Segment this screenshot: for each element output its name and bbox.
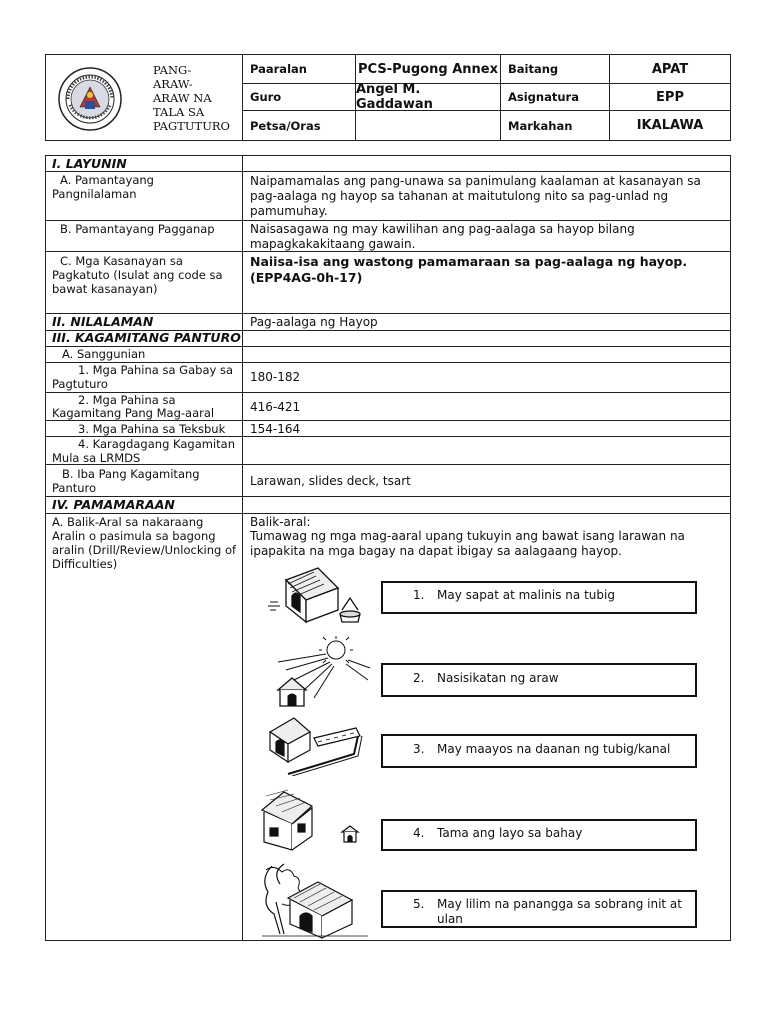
- pamantayang-pagganap-text: Naisasagawa ng may kawilihan ang pag-aalaga sa hayop bilang mapagkakakitaang gawain.: [250, 222, 635, 251]
- header-table: [45, 54, 731, 141]
- balik-aral-text: Tumawag ng mga mag-aaral upang tukuyin ang bawat isang larawan na ipapakita na mga bagay na dapat ibigay sa aalagaang hayop.: [250, 529, 685, 558]
- kasanayan-label-2: Pagkatuto (Isulat ang code sa bawat kasanayan): [52, 268, 223, 296]
- deped-seal-icon: [58, 67, 122, 131]
- kagamitang-mag-aaral-label-1: 2. Mga Pahina sa: [78, 393, 176, 407]
- markahan-label: Markahan: [500, 110, 610, 141]
- pamantayang-pangnilalaman-text: Naipamamalas ang pang-unawa sa panimulang kaalaman at kasanayan sa pag-aalaga ng hayop sa tahanan at maitutulong nito sa pag-unlad ng pamumuhay.: [250, 174, 701, 218]
- balik-aral-title: Balik-aral:: [250, 515, 311, 529]
- pamantayang-pangnilalaman-label-1: A. Pamantayang: [60, 173, 154, 187]
- paaralan-label: Paaralan: [242, 54, 356, 84]
- column-divider: [242, 156, 243, 940]
- paaralan-value: PCS-Pugong Annex: [355, 54, 501, 84]
- guro-value: Angel M. Gaddawan: [355, 83, 501, 111]
- gabay-label-2: Pagtuturo: [52, 377, 108, 391]
- asignatura-label: Asignatura: [500, 83, 610, 111]
- lrmds-label-2: Mula sa LRMDS: [52, 451, 141, 465]
- baitang-label: Baitang: [500, 54, 610, 84]
- kagamitan-heading: III. KAGAMITANG PANTURO: [52, 330, 241, 345]
- drill-item-1: 1. May sapat at malinis na tubig: [381, 581, 697, 614]
- doghouse-water-illustration: [258, 562, 378, 628]
- drill-item-5: 5. May lilim na panangga sa sobrang init at ulan: [381, 890, 697, 928]
- balik-aral-label: A. Balik-Aral sa nakaraang Aralin o pasimula sa bagong aralin (Drill/Review/Unlocking of Difficulties): [52, 515, 237, 571]
- nilalaman-text: Pag-aalaga ng Hayop: [250, 315, 378, 329]
- iba-pang-kagamitan-label-2: Panturo: [52, 481, 97, 495]
- baitang-value: APAT: [609, 54, 731, 84]
- teksbuk-value: 154-164: [250, 422, 301, 436]
- sun-house-illustration: [258, 636, 378, 714]
- kagamitang-mag-aaral-value: 416-421: [250, 400, 301, 414]
- pamamaraan-heading: IV. PAMAMARAAN: [52, 497, 175, 512]
- nilalaman-heading: II. NILALAMAN: [52, 314, 154, 329]
- house-canal-illustration: [258, 714, 378, 776]
- iba-pang-kagamitan-label-1: B. Iba Pang Kagamitang: [62, 467, 200, 481]
- tree-shade-illustration: [258, 862, 378, 940]
- asignatura-value: EPP: [609, 83, 731, 111]
- drill-item-4: 4. Tama ang layo sa bahay: [381, 819, 697, 851]
- drill-item-3: 3. May maayos na daanan ng tubig/kanal: [381, 734, 697, 768]
- gabay-label-1: 1. Mga Pahina sa Gabay sa: [78, 363, 233, 377]
- guro-label: Guro: [242, 83, 356, 111]
- sanggunian-label: A. Sanggunian: [62, 347, 146, 361]
- teksbuk-label: 3. Mga Pahina sa Teksbuk: [78, 422, 226, 436]
- drill-item-2: 2. Nasisikatan ng araw: [381, 663, 697, 697]
- kasanayan-label-1: C. Mga Kasanayan sa: [60, 254, 183, 268]
- kasanayan-text: Naiisa-isa ang wastong pamamaraan sa pag-aalaga ng hayop. (EPP4AG-0h-17): [250, 254, 688, 285]
- layunin-heading: I. LAYUNIN: [52, 156, 127, 171]
- kagamitang-mag-aaral-label-2: Kagamitang Pang Mag-aaral: [52, 406, 215, 420]
- iba-pang-kagamitan-value: Larawan, slides deck, tsart: [250, 474, 411, 488]
- markahan-value: IKALAWA: [609, 110, 731, 141]
- petsa-label: Petsa/Oras: [242, 110, 356, 141]
- lrmds-label-1: 4. Karagdagang Kagamitan: [78, 437, 236, 451]
- pamantayang-pagganap-label: B. Pamantayang Pagganap: [60, 222, 215, 236]
- petsa-value: [355, 110, 501, 141]
- pamantayang-pangnilalaman-label-2: Pangnilalaman: [52, 187, 137, 201]
- document-title: PANG- ARAW- ARAW NA TALA SA PAGTUTURO: [153, 63, 230, 133]
- gabay-value: 180-182: [250, 370, 301, 384]
- house-distance-illustration: [258, 786, 378, 856]
